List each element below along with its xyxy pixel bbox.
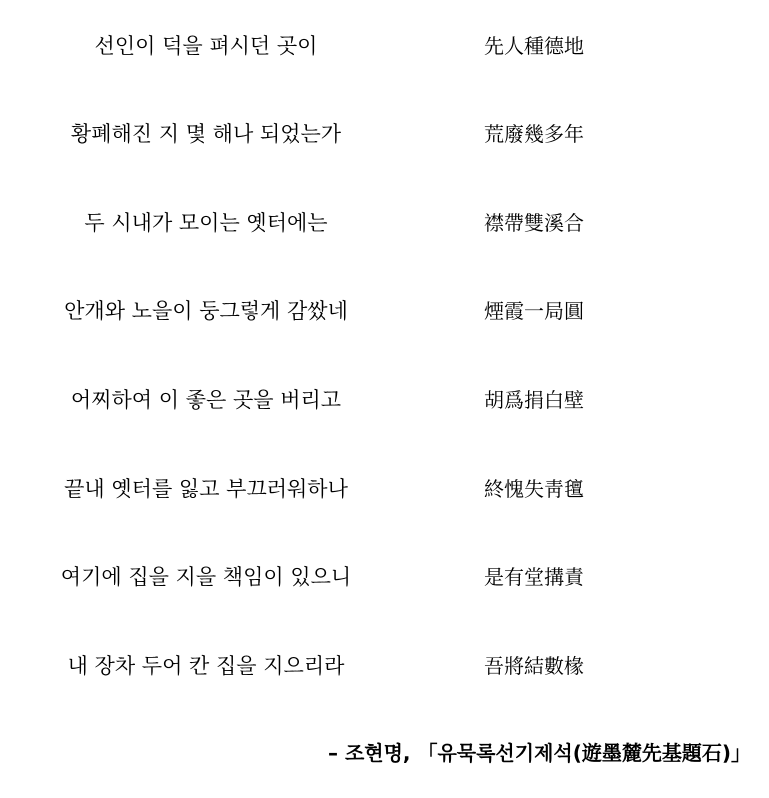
poem-line xyxy=(0,203,769,243)
poem-line xyxy=(0,114,769,154)
korean-translation: 어찌하여 이 좋은 곳을 버리고 xyxy=(70,388,342,412)
poem-line xyxy=(0,26,769,66)
korean-translation: 여기에 집을 지을 책임이 있으니 xyxy=(60,565,352,589)
korean-translation: 선인이 덕을 펴시던 곳이 xyxy=(94,34,318,58)
chinese-original: 吾將結數椽 xyxy=(484,654,584,678)
korean-translation: 내 장차 두어 칸 집을 지으리라 xyxy=(67,654,345,678)
chinese-original: 煙霞一局圓 xyxy=(484,299,584,323)
korean-translation: 안개와 노을이 둥그렇게 감쌌네 xyxy=(64,299,348,323)
korean-translation: 두 시내가 모이는 옛터에는 xyxy=(84,211,328,235)
chinese-original: 終愧失靑氊 xyxy=(484,477,584,501)
poem-line xyxy=(0,469,769,509)
source-citation: – 조현명, 「유묵록선기제석(遊墨麓先基題石)」 xyxy=(327,741,751,765)
chinese-original: 襟帶雙溪合 xyxy=(484,211,584,235)
poem-line xyxy=(0,646,769,686)
chinese-original: 胡爲捐白壁 xyxy=(484,388,584,412)
poem-line xyxy=(0,557,769,597)
chinese-original: 是有堂搆責 xyxy=(484,565,584,589)
chinese-original: 荒廢幾多年 xyxy=(484,122,584,146)
korean-translation: 황폐해진 지 몇 해나 되었는가 xyxy=(70,122,342,146)
korean-translation: 끝내 옛터를 잃고 부끄러워하나 xyxy=(64,477,348,501)
chinese-original: 先人種德地 xyxy=(484,34,584,58)
poem-line xyxy=(0,380,769,420)
poem-line xyxy=(0,291,769,331)
